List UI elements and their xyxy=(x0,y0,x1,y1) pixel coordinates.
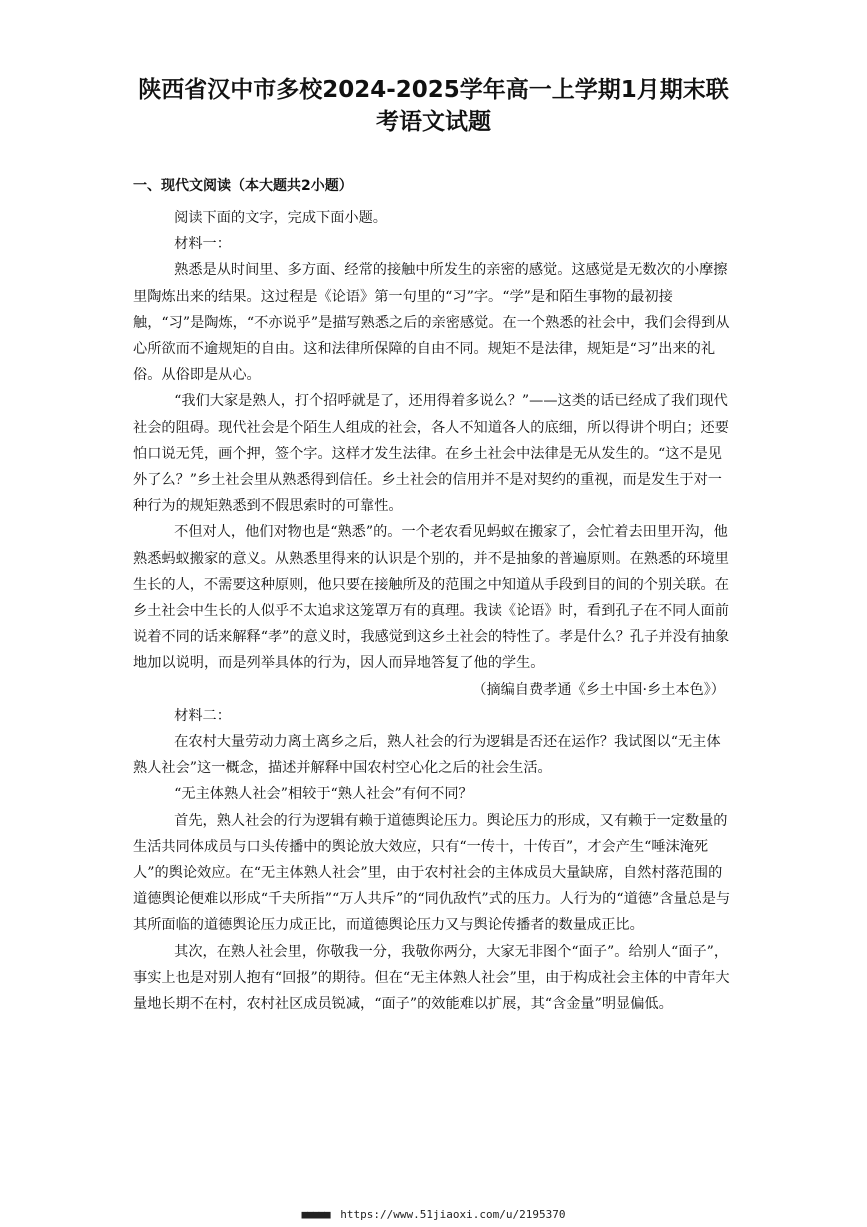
section-heading: 一、现代文阅读（本大题共2小题） xyxy=(133,178,353,194)
material-1-source: （摘编自费孝通《乡土中国·乡土本色》） xyxy=(472,681,725,698)
material-1-paragraph: 熟悉是从时间里、多方面、经常的接触中所发生的亲密的感觉。这感觉是无数次的小摩擦里陶炼出来的结果。这过程是《论语》第一句里的“习”字。“学”是和陌生事物的最初接触，“习”是陶炼，“不亦说乎”是描写熟悉之后的亲密感觉。在一个熟悉的社会中，我们会得到从心所欲而不逾规矩的自由。这和法律所保障的自由不同。规矩不是法律，规矩是“习”出来的礼俗。从俗即是从心。 xyxy=(133,262,730,384)
material-2-paragraph: 其次，在熟人社会里，你敬我一分，我敬你两分，大家无非图个“面子”。给别人“面子”，事实上也是对别人抱有“回报”的期待。但在“无主体熟人社会”里，由于构成社会主体的中青年大量地长期不在村，农村社区成员锐减，“面子”的效能难以扩展，其“含金量”明显偏低。 xyxy=(133,943,730,1013)
reading-passage xyxy=(133,205,733,1017)
material-1-label: 材料一： xyxy=(174,236,231,253)
material-2-label: 材料二： xyxy=(174,707,231,724)
title-line-2: 考语文试题 xyxy=(376,109,491,135)
material-2-paragraph: “无主体熟人社会”相较于“熟人社会”有何不同？ xyxy=(174,786,473,803)
material-1-paragraph: “我们大家是熟人，打个招呼就是了，还用得着多说么？”——这类的话已经成了我们现代社会的阻碍。现代社会是个陌生人组成的社会，各人不知道各人的底细，所以得讲个明白；还要怕口说无凭，画个押，签个字。这样才发生法律。在乡土社会中法律是无从发生的。“这不是见外了么？”乡土社会里从熟悉得到信任。乡土社会的信用并不是对契约的重视，而是发生于对一种行为的规矩熟悉到不假思索时的可靠性。 xyxy=(133,393,729,515)
material-1-paragraph: 不但对人，他们对物也是“熟悉”的。一个老农看见蚂蚁在搬家了，会忙着去田里开沟，他熟悉蚂蚁搬家的意义。从熟悉里得来的认识是个别的，并不是抽象的普遍原则。在熟悉的环境里生长的人，不需要这种原则，他只要在接触所及的范围之中知道从手段到目的间的个别关联。在乡土社会中生长的人似乎不太追求这笼罩万有的真理。我读《论语》时，看到孔子在不同人面前说着不同的话来解释“孝”的意义时，我感觉到这乡土社会的特性了。孝是什么？孔子并没有抽象地加以说明，而是列举具体的行为，因人而异地答复了他的学生。 xyxy=(133,524,730,672)
instruction: 阅读下面的文字，完成下面小题。 xyxy=(174,210,387,226)
material-2-paragraph: 在农村大量劳动力离土离乡之后，熟人社会的行为逻辑是否还在运作？我试图以“无主体熟人社会”这一概念，描述并解释中国农村空心化之后的社会生活。 xyxy=(133,734,721,777)
page-footer xyxy=(0,1208,867,1222)
title-line-1: 陕西省汉中市多校2024-2025学年高一上学期1月期末联 xyxy=(138,77,729,103)
material-2-paragraph: 首先，熟人社会的行为逻辑有赖于道德舆论压力。舆论压力的形成，又有赖于一定数量的生活共同体成员与口头传播中的舆论放大效应，只有“一传十，十传百”，才会产生“唾沫淹死人”的舆论效应。在“无主体熟人社会”里，由于农村社会的主体成员大量缺席，自然村落范围的道德舆论便难以形成“千夫所指”“万人共斥”的“同仇敌忾”式的压力。人行为的“道德”含量总是与其所面临的道德舆论压力成正比，而道德舆论压力又与舆论传播者的数量成正比。 xyxy=(133,812,731,934)
footer-url[interactable]: https://www.51jiaoxi.com/u/2195370 xyxy=(340,1208,566,1221)
footer-dots: ■■■■■ xyxy=(301,1208,330,1221)
page-title xyxy=(0,74,867,138)
